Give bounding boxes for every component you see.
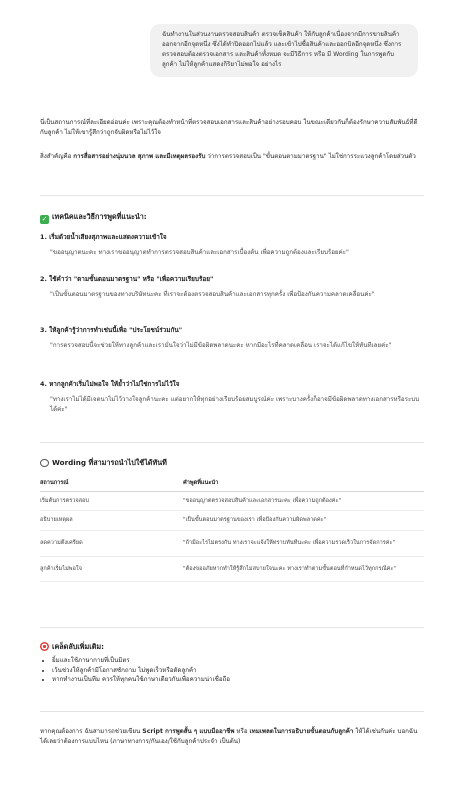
technique-quote: "ขออนุญาตนะคะ ทางเราขออนุญาตทำการตรวจสอบสินค้าและเอกสารเบื้องต้น เพื่อความถูกต้องและเรียบร้อยค่ะ" <box>50 248 349 256</box>
closing-paragraph <box>40 727 424 746</box>
table-cell-situation: อธิบายเหตุผล <box>40 511 183 531</box>
closing-text-start: หากคุณต้องการ ฉันสามารถช่วยเขียน <box>40 728 143 735</box>
wording-section <box>40 457 424 582</box>
table-cell-situation: ลดความตึงเครียด <box>40 531 183 557</box>
technique-item <box>40 275 424 300</box>
closing-text-middle: หรือ <box>234 728 250 735</box>
list-item: • เว้นช่วงให้ลูกค้ามีโอกาสซักถาม ไม่พูดเร็วหรือตัดลูกค้า <box>52 666 424 676</box>
user-message-bubble: ฉันทำงานในส่วนงานตรวจสอบสินค้า ตรวจเช็คสินค้า ให้กับลูกค้าเนื่องจากมีการขายสินค้าออกจากอีกจุดหนึ่ง ซึ่งได้ทำปิดออกไปแล้ว และเข้าไปซื้อสินค้าและออกบิลอีกจุดหนึ่ง ซึ่งการตรวจสอบต้องตรวจเอกสาร และสินค้าทั้งหมด จะมีวิธีการ หรือ มี Wording ในการพูดกับลูกค้า ไม่ให้ลูกค้าแสดงกิริยาไม่พอใจ อย่างไร <box>150 24 418 77</box>
closing-text <box>40 727 424 746</box>
technique-title: 4. หากลูกค้าเริ่มไม่พอใจ ให้ย้ำว่าไม่ใช่การไม่ไว้ใจ <box>40 380 180 388</box>
technique-quote: "ทางเราไม่ได้มีเจตนาไม่ไว้วางใจลูกค้านะคะ แต่อยากให้ทุกอย่างเรียบร้อยสมบูรณ์ค่ะ เพราะบางครั้งก็อาจมีข้อผิดพลาดทางเอกสารหรือระบบได้ค่ะ" <box>50 395 420 413</box>
direct-hit-icon <box>40 642 49 651</box>
table-row <box>40 491 424 511</box>
wording-heading <box>40 457 424 468</box>
technique-title: 1. เริ่มด้วยน้ำเสียงสุภาพและแสดงความเข้าใจ <box>40 233 167 241</box>
list-item: • หากทำงานเป็นทีม ควรให้ทุกคนใช้ภาษาเดียวกันเพื่อความน่าเชื่อถือ <box>52 675 424 685</box>
technique-item <box>40 326 424 351</box>
intro-text-2 <box>40 152 424 162</box>
table-cell-wording: "ถ้ามีอะไรไม่ตรงกัน ทางเราจะแจ้งให้ทราบทันทีนะคะ เพื่อความรวดเร็วในการจัดการค่ะ" <box>183 531 424 557</box>
intro-text-2-start: สิ่งสำคัญคือ <box>40 153 74 160</box>
technique-title: 2. ใช้คำว่า "ตามขั้นตอนมาตรฐาน" หรือ "เพื่อความเรียบร้อย" <box>40 275 214 283</box>
divider <box>40 711 424 712</box>
divider <box>40 627 424 628</box>
divider <box>40 195 424 196</box>
technique-quote: "การตรวจสอบนี้จะช่วยให้ทางลูกค้าและเรามั่นใจว่าไม่มีข้อผิดพลาดนะคะ หากมีอะไรที่คลาดเคลื่อน เราจะได้แก้ไขให้ทันทีเลยค่ะ" <box>50 341 392 349</box>
column-header-situation: สถานการณ์ <box>40 476 183 491</box>
techniques-section <box>40 211 424 224</box>
closing-text-end: ให้ได้เช่นกันค่ะ บอกฉันได้เลยว่าต้องการแบบไหน (ภาษาทางการ/กันเอง/ใช้กับลูกค้าประจำ เป็นต้น) <box>40 728 418 745</box>
techniques-heading-text: เทคนิคและวิธีการพูดที่แนะนำ: <box>52 212 147 221</box>
divider <box>40 442 424 443</box>
table-cell-wording: "ต้องขออภัยหากทำให้รู้สึกไม่สบายใจนะคะ ทางเราทำตามขั้นตอนที่กำหนดไว้ทุกกรณีค่ะ" <box>183 556 424 582</box>
intro-paragraph-1 <box>40 118 424 137</box>
table-header-row <box>40 476 424 491</box>
speech-bubble-icon <box>40 459 49 467</box>
closing-bold-script: Script การพูดสั้น ๆ แบบมืออาชีพ <box>142 728 235 735</box>
intro-text-2-bold: การสื่อสารอย่างนุ่มนวล สุภาพ และมีเหตุผลรองรับ <box>73 153 206 160</box>
technique-quote: "เป็นขั้นตอนมาตรฐานของทางบริษัทนะคะ ที่เราจะต้องตรวจสอบสินค้าและเอกสารทุกครั้ง เพื่อป้องกันความคลาดเคลื่อนค่ะ" <box>50 290 375 298</box>
check-mark-icon: ✓ <box>41 215 48 223</box>
table-row <box>40 511 424 531</box>
tips-section <box>40 641 424 685</box>
table-cell-wording: "ขออนุญาตตรวจสอบสินค้าและเอกสารนะคะ เพื่อความถูกต้องค่ะ" <box>183 491 424 511</box>
table-cell-situation: ลูกค้าเริ่มไม่พอใจ <box>40 556 183 582</box>
table-cell-wording: "เป็นขั้นตอนมาตรฐานของเรา เพื่อป้องกันความผิดพลาดค่ะ" <box>183 511 424 531</box>
intro-text-1: นี่เป็นสถานการณ์ที่ละเอียดอ่อนค่ะ เพราะคุณต้องทำหน้าที่ตรวจสอบเอกสารและสินค้าอย่างรอบคอบ ในขณะเดียวกันก็ต้องรักษาความสัมพันธ์ที่ดีกับลูกค้า ไม่ให้เขารู้สึกว่าถูกจับผิดหรือไม่ไว้ใจ <box>40 119 418 136</box>
techniques-heading <box>40 211 424 224</box>
technique-item <box>40 380 424 414</box>
intro-text-2-end: ว่าการตรวจสอบเป็น "ขั้นตอนตามมาตรฐาน" ไม่ใช่การระแวงลูกค้าโดยส่วนตัว <box>205 153 416 160</box>
table-cell-situation: เริ่มต้นการตรวจสอบ <box>40 491 183 511</box>
column-header-wording: คำพูดที่แนะนำ <box>183 476 424 491</box>
table-row <box>40 531 424 557</box>
tips-list <box>40 656 424 685</box>
tips-heading-text: เคล็ดลับเพิ่มเติม: <box>52 642 104 651</box>
intro-paragraph-2 <box>40 152 424 162</box>
wording-table <box>40 476 424 582</box>
table-row <box>40 556 424 582</box>
technique-title: 3. ให้ลูกค้ารู้ว่าการทำเช่นนี้เพื่อ "ประโยชน์ร่วมกัน" <box>40 326 183 334</box>
closing-bold-template: เทมเพลตในการอธิบายขั้นตอนกับลูกค้า <box>249 728 354 735</box>
tips-heading <box>40 641 424 652</box>
technique-item <box>40 233 424 258</box>
list-item: • ยิ้มและใช้ภาษากายที่เป็นมิตร <box>52 656 424 666</box>
wording-heading-text: Wording ที่สามารถนำไปใช้ได้ทันที <box>52 458 167 467</box>
